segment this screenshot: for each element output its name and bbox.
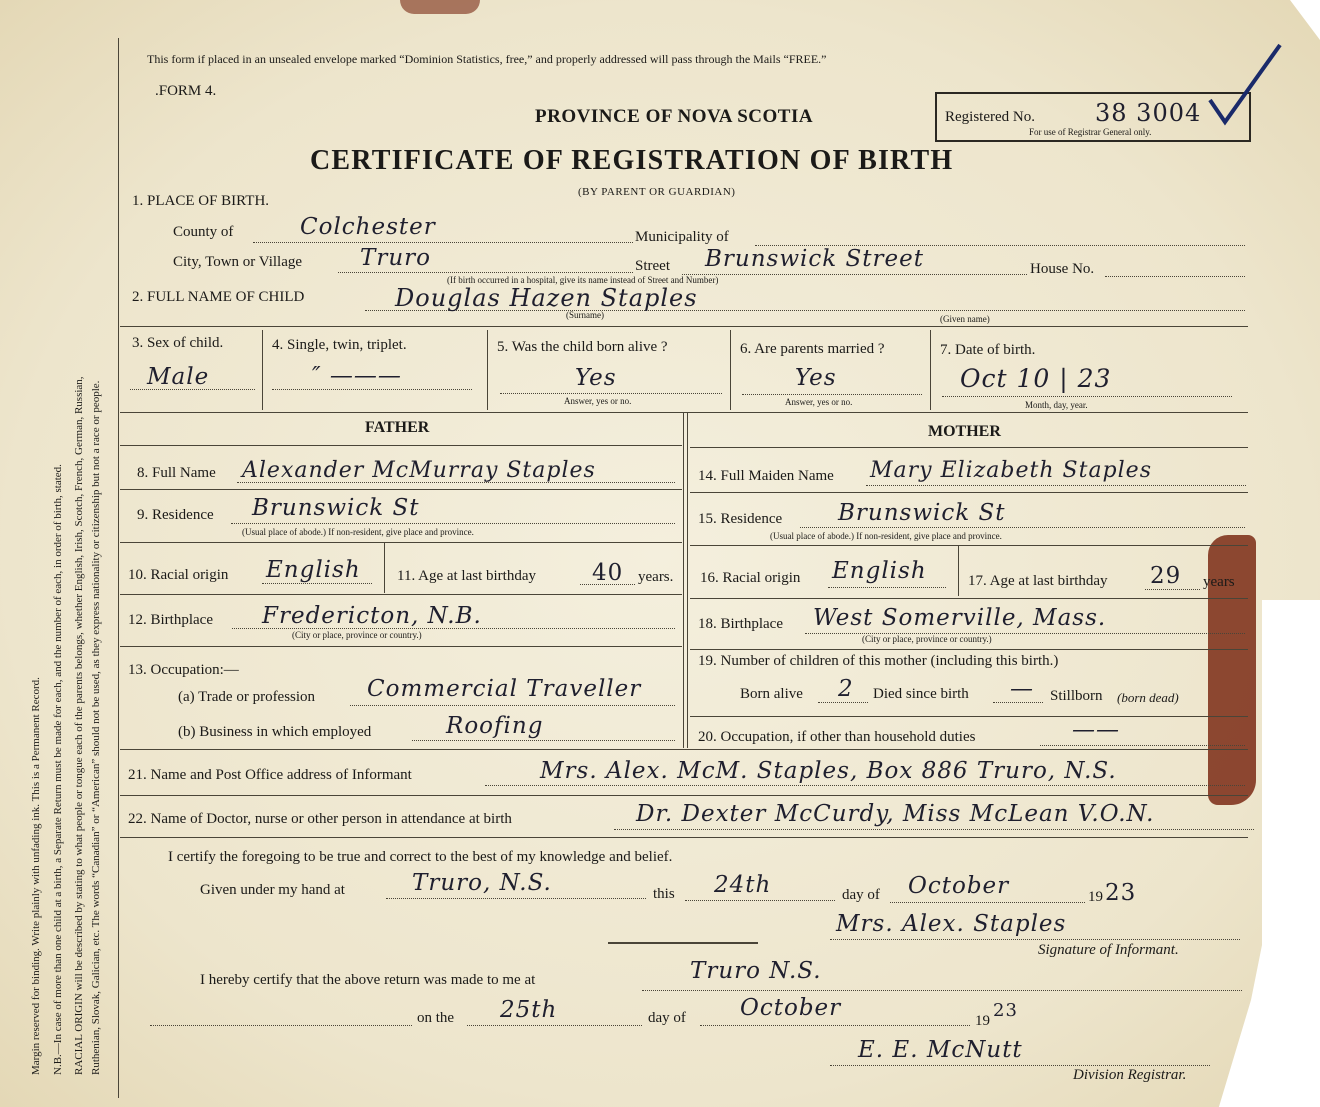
sidebar-note-2: N.B.—In case of more than one child at a birth, a Separate Return must be made for each, and the number of each, in order of birth, stated. — [52, 464, 64, 1075]
father-residence-value: Brunswick St — [252, 495, 420, 521]
registrar-day-of-label: day of — [648, 1010, 686, 1026]
mother-race-value: English — [832, 558, 927, 584]
doctor-label: 22. Name of Doctor, nurse or other person in attendance at birth — [128, 811, 512, 827]
died-label: Died since birth — [873, 686, 969, 702]
father-abode-caption: (Usual place of abode.) If non-resident, give place and province. — [242, 527, 474, 537]
informant-value: Mrs. Alex. McM. Staples, Box 886 Truro, N.S. — [540, 758, 1117, 784]
torn-edge-top — [1270, 0, 1320, 40]
registrar-month-value: October — [740, 995, 842, 1021]
rust-stain-top — [400, 0, 480, 14]
registered-label: Registered No. — [945, 109, 1035, 125]
mother-age-value: 29 — [1150, 563, 1182, 589]
signature-caption: Signature of Informant. — [1038, 942, 1179, 958]
alive-value: Yes — [575, 365, 617, 391]
stillborn-note: (born dead) — [1117, 690, 1179, 705]
married-value: Yes — [795, 365, 837, 391]
city-value: Truro — [360, 245, 431, 271]
father-name-value: Alexander McMurray Staples — [242, 458, 596, 483]
mail-notice: This form if placed in an unsealed envelope marked “Dominion Statistics, free,” and properly addressed will pass through the Mails “FREE.” — [147, 52, 827, 66]
mother-birthplace-label: 18. Birthplace — [698, 616, 783, 632]
given-place-value: Truro, N.S. — [412, 870, 552, 896]
married-caption: Answer, yes or no. — [785, 397, 853, 407]
city-label: City, Town or Village — [173, 254, 303, 270]
father-race-label: 10. Racial origin — [128, 567, 229, 583]
trade-value: Commercial Traveller — [367, 676, 642, 702]
trade-label: (a) Trade or profession — [178, 689, 316, 705]
dob-label: 7. Date of birth. — [940, 342, 1036, 358]
died-value: — — [1010, 676, 1034, 702]
alive-label: 5. Was the child born alive ? — [497, 339, 668, 355]
mother-city-caption: (City or place, province or country.) — [862, 634, 992, 644]
stillborn-label: Stillborn — [1050, 688, 1103, 704]
registrar-year-value: 23 — [993, 1000, 1018, 1021]
mother-age-label: 17. Age at last birthday — [968, 573, 1108, 589]
sidebar-note-4: Ruthenian, Slovak, Galician, etc. The words “Canadian” or “American” should not be used, as they express nationality or citizenship but not a race or people. — [90, 380, 102, 1075]
binding-margin-line — [118, 38, 119, 1098]
checkmark-icon — [1200, 40, 1290, 130]
given-label: Given under my hand at — [200, 882, 345, 898]
street-label: Street — [635, 258, 670, 274]
hospital-note: (If birth occurred in a hospital, give its name instead of Street and Number) — [447, 275, 719, 285]
form-number: .FORM 4. — [155, 83, 217, 99]
born-alive-value: 2 — [838, 676, 854, 702]
mother-race-label: 16. Racial origin — [700, 570, 801, 586]
multiple-value: ″ ——— — [312, 363, 402, 389]
doctor-value: Dr. Dexter McCurdy, Miss McLean V.O.N. — [636, 801, 1155, 827]
alive-caption: Answer, yes or no. — [564, 396, 632, 406]
certificate-title: CERTIFICATE OF REGISTRATION OF BIRTH — [310, 145, 954, 176]
father-heading: FATHER — [365, 419, 430, 436]
father-residence-label: 9. Residence — [137, 507, 214, 523]
county-value: Colchester — [300, 214, 436, 240]
month-value: October — [908, 873, 1010, 899]
child-name-value: Douglas Hazen Staples — [395, 284, 698, 312]
mother-occupation-label: 20. Occupation, if other than household duties — [698, 729, 976, 745]
business-value: Roofing — [446, 713, 544, 739]
mother-abode-caption: (Usual place of abode.) If non-resident, give place and province. — [770, 531, 1002, 541]
mother-occupation-value: —— — [1072, 717, 1120, 743]
registrar-note: For use of Registrar General only. — [1029, 127, 1152, 137]
registrar-day-value: 25th — [500, 997, 558, 1023]
registrar-signature: E. E. McNutt — [858, 1037, 1023, 1063]
multiple-label: 4. Single, twin, triplet. — [272, 337, 407, 353]
mother-heading: MOTHER — [928, 423, 1001, 440]
registrar-caption: Division Registrar. — [1073, 1067, 1187, 1083]
mother-residence-value: Brunswick St — [838, 500, 1006, 526]
mother-residence-label: 15. Residence — [698, 511, 783, 527]
municipality-label: Municipality of — [635, 229, 729, 245]
mother-name-label: 14. Full Maiden Name — [698, 468, 834, 484]
father-birthplace-value: Fredericton, N.B. — [262, 603, 482, 629]
registrar-place-value: Truro N.S. — [690, 958, 822, 984]
certificate-subtitle: (BY PARENT OR GUARDIAN) — [578, 186, 736, 198]
dob-value: Oct 10 | 23 — [960, 364, 1112, 393]
house-label: House No. — [1030, 261, 1095, 277]
sidebar-note-1: Margin reserved for binding. Write plainly with unfading ink. This is a Permanent Record. — [30, 677, 42, 1075]
father-years-label: years. — [638, 569, 674, 585]
sex-value: Male — [147, 364, 210, 390]
married-label: 6. Are parents married ? — [740, 341, 885, 357]
day-value: 24th — [714, 872, 772, 898]
father-race-value: English — [266, 557, 361, 583]
year-prefix: 19 — [1088, 889, 1103, 905]
registrar-year-prefix: 19 — [975, 1013, 990, 1029]
sex-label: 3. Sex of child. — [132, 335, 224, 351]
occupation-label: 13. Occupation:— — [128, 662, 239, 678]
child-name-label: 2. FULL NAME OF CHILD — [132, 289, 305, 305]
mother-years-label: years — [1203, 574, 1235, 590]
on-the-label: on the — [417, 1010, 455, 1026]
informant-signature: Mrs. Alex. Staples — [836, 911, 1067, 937]
dob-caption: Month, day, year. — [1025, 400, 1088, 410]
this-label: this — [653, 886, 675, 902]
father-city-caption: (City or place, province or country.) — [292, 630, 422, 640]
business-label: (b) Business in which employed — [178, 724, 372, 740]
surname-caption: (Surname) — [566, 310, 604, 320]
year-value: 23 — [1105, 880, 1137, 906]
informant-label: 21. Name and Post Office address of Informant — [128, 767, 412, 783]
born-alive-label: Born alive — [740, 686, 803, 702]
mother-birthplace-value: West Somerville, Mass. — [813, 605, 1107, 631]
certify-statement: I certify the foregoing to be true and correct to the best of my knowledge and belief. — [168, 849, 673, 865]
father-birthplace-label: 12. Birthplace — [128, 612, 213, 628]
county-label: County of — [173, 224, 234, 240]
father-name-label: 8. Full Name — [137, 465, 216, 481]
father-age-value: 40 — [592, 560, 624, 586]
day-of-label: day of — [842, 887, 880, 903]
given-caption: (Given name) — [940, 314, 990, 324]
registrar-statement: I hereby certify that the above return was made to me at — [200, 972, 536, 988]
children-label: 19. Number of children of this mother (including this birth.) — [698, 653, 1059, 669]
province-title: PROVINCE OF NOVA SCOTIA — [535, 106, 814, 127]
sidebar-note-3: RACIAL ORIGIN will be described by stating to what people or tongue each of the parents belongs, whether English, Irish, Scotch, French, German, Russian, — [73, 376, 85, 1075]
street-value: Brunswick Street — [705, 246, 924, 272]
registered-number: 38 3004 — [1095, 99, 1202, 127]
mother-name-value: Mary Elizabeth Staples — [870, 458, 1152, 483]
father-age-label: 11. Age at last birthday — [397, 568, 536, 584]
place-heading: 1. PLACE OF BIRTH. — [132, 193, 270, 209]
